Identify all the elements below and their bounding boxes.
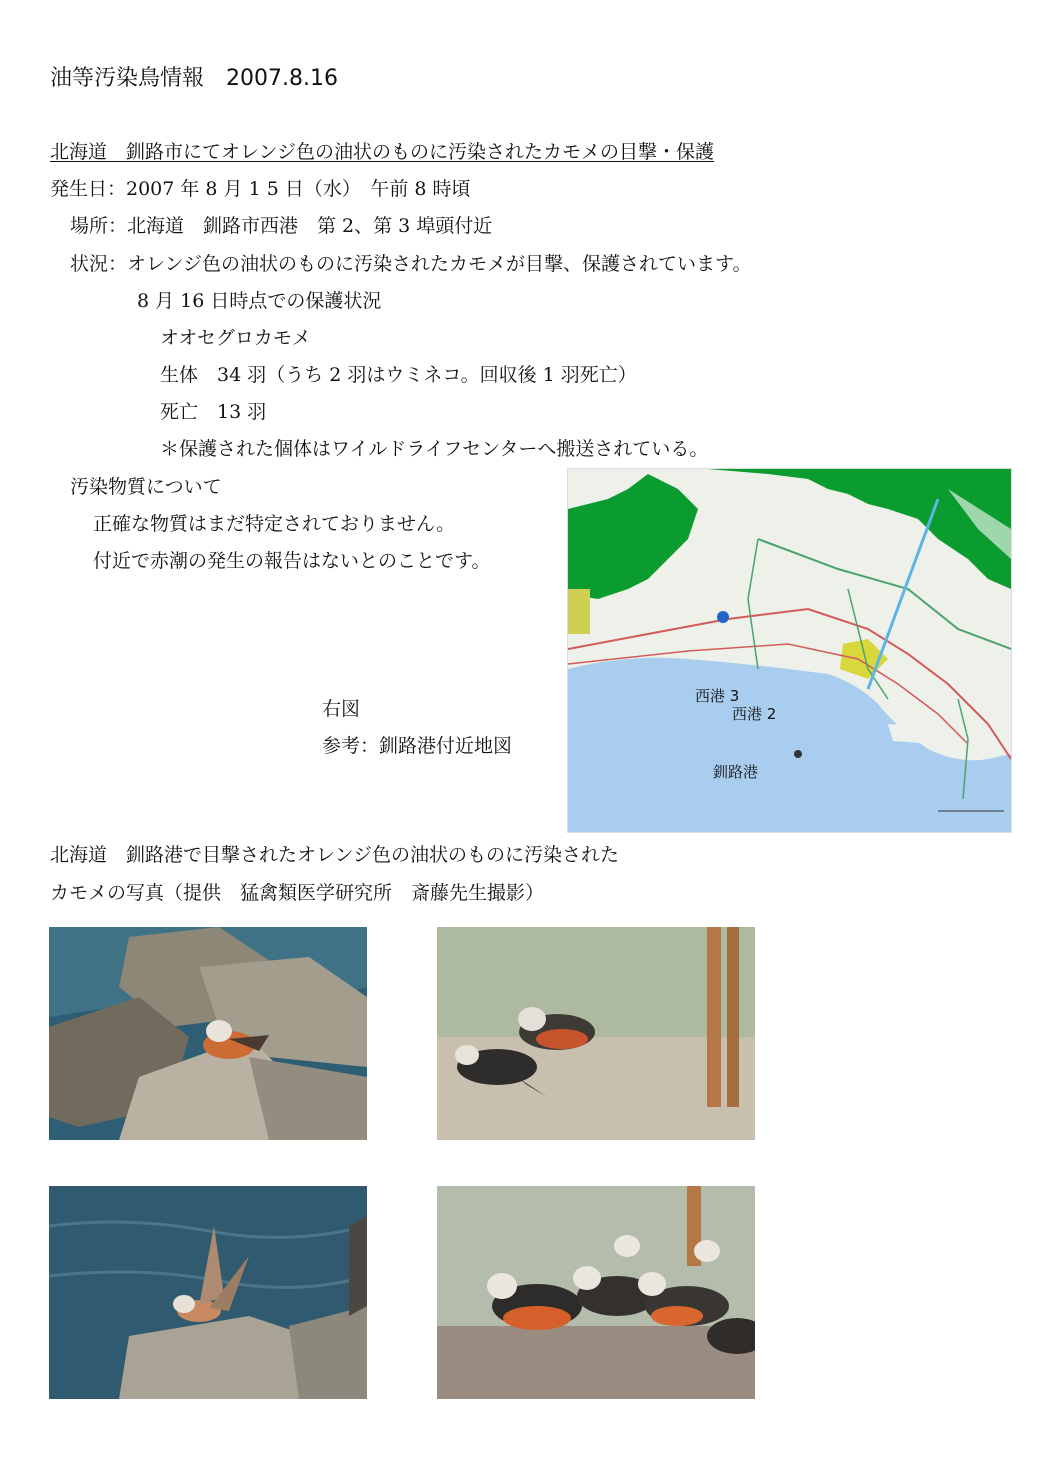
map-label-kushiro-port: 釧路港 <box>713 763 759 781</box>
location: 場所：北海道 釧路市西港 第 2、第 3 埠頭付近 <box>70 215 493 237</box>
photo-gulls-in-enclosure <box>437 927 755 1140</box>
photo-gull-on-tetrapod <box>49 927 367 1140</box>
transport-note: ＊保護された個体はワイルドライフセンターへ搬送されている。 <box>160 438 709 460</box>
pollutant-line-1: 正確な物質はまだ特定されておりません。 <box>93 513 456 535</box>
photo-gull-taking-off <box>49 1186 367 1399</box>
pollutant-line-2: 付近で赤潮の発生の報告はないとのことです。 <box>93 550 491 572</box>
protection-status-heading: 8 月 16 日時点での保護状況 <box>137 290 382 312</box>
occurrence-date: 発生日：2007 年 8 月 1 5 日（水） 午前 8 時頃 <box>50 178 471 200</box>
kushiro-port-map <box>567 468 1012 833</box>
page-title: 油等汚染鳥情報 2007.8.16 <box>50 66 338 91</box>
photo-caption-line-1: 北海道 釧路港で目撃されたオレンジ色の油状のものに汚染された <box>50 844 620 866</box>
species-name: オオセグロカモメ <box>160 327 311 349</box>
alive-count: 生体 34 羽（うち 2 羽はウミネコ。回収後 1 羽死亡） <box>160 364 637 386</box>
map-label-nishiko-3: 西港 3 <box>695 687 740 705</box>
pollutant-heading: 汚染物質について <box>70 476 222 498</box>
headline: 北海道 釧路市にてオレンジ色の油状のものに汚染されたカモメの目撃・保護 <box>50 141 715 163</box>
photo-gull-group <box>437 1186 755 1399</box>
dead-count: 死亡 13 羽 <box>160 401 267 423</box>
photo-caption-line-2: カモメの写真（提供 猛禽類医学研究所 斎藤先生撮影） <box>50 882 545 904</box>
map-caption-reference: 参考：釧路港付近地図 <box>322 735 513 757</box>
map-graphic <box>568 469 1011 832</box>
map-label-nishiko-2: 西港 2 <box>732 705 777 723</box>
map-caption-right: 右図 <box>322 698 361 720</box>
situation: 状況：オレンジ色の油状のものに汚染されたカモメが目撃、保護されています。 <box>70 253 752 275</box>
